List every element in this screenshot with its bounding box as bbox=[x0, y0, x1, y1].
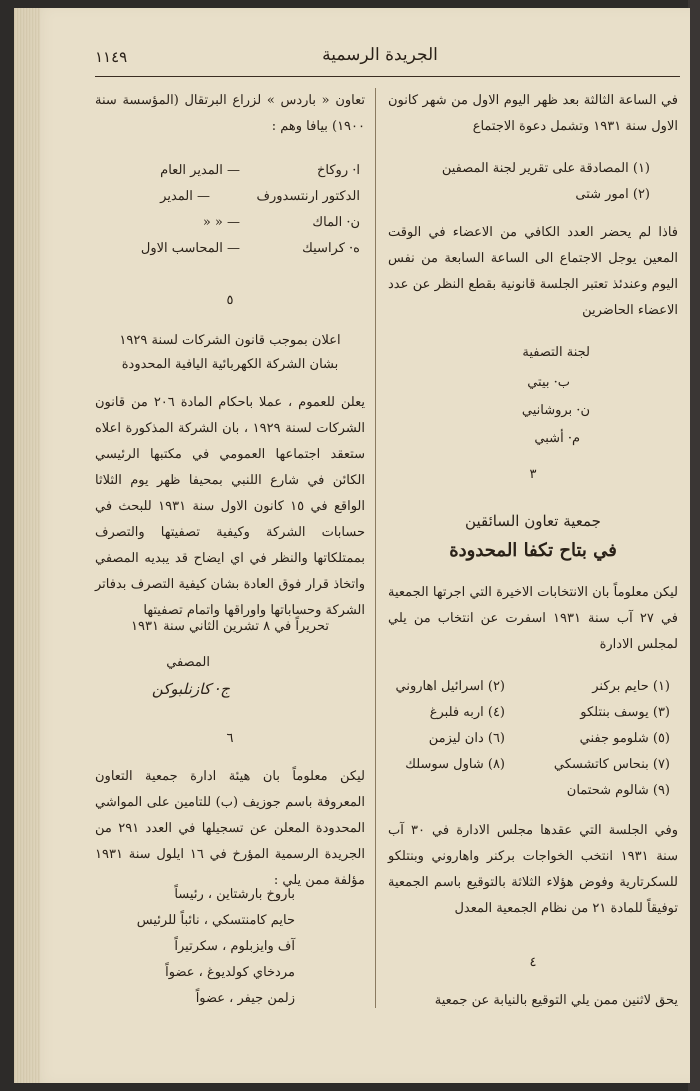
member-4: مردخاي كولديوغ ، عضواً bbox=[165, 965, 295, 980]
liquidator-title: المصفي bbox=[166, 655, 210, 670]
member-5: زلمن جيفر ، عضواً bbox=[195, 991, 295, 1006]
right-intro: في الساعة الثالثة بعد ظهر اليوم الاول من شهر كانون الاول سنة ١٩٣١ وتشمل دعوة الاجتماع bbox=[388, 93, 678, 134]
board-member-5: (٥) شلومو جفني bbox=[579, 731, 670, 746]
officer-role-4: — المحاسب الاول bbox=[140, 241, 240, 256]
officer-role-2: — المدير bbox=[160, 189, 210, 204]
quorum-paragraph: فاذا لم يحضر العدد الكافي من الاعضاء في الوقت المعين يوجل الاجتماع الى الساعة السابعة من نفس اليوم وعندئذ تعتبر الجلسة قانونية بقطع النظر عن عدد الاعضاء الحاضرين bbox=[388, 225, 678, 318]
officer-role-3: — « « bbox=[202, 215, 240, 230]
board-session-paragraph: وفي الجلسة التي عقدها مجلس الادارة في ٣٠ آب سنة ١٩٣١ انتخب الخواجات بركنر واهاروني وبنتلكو للسكرتارية وفوض هؤلاء الثلاثة بالتوقيع باسم الجمعية توفيقاً للمادة ٢١ من نظام الجمعية المعدل bbox=[388, 823, 678, 916]
officer-role-1: — المدير العام bbox=[160, 163, 240, 178]
officer-name-4: ه· كراسيك bbox=[302, 241, 360, 256]
committee-member-2: ن· بروشانيي bbox=[521, 403, 590, 418]
member-1: باروخ بارشتاين ، رئيساً bbox=[174, 887, 295, 902]
section-4-text: يحق لاثنين ممن يلي التوقيع بالنيابة عن جمعية bbox=[434, 993, 678, 1008]
board-member-6: (٦) دان ليزمن bbox=[428, 731, 505, 746]
board-member-1: (١) حايم بركنر bbox=[592, 679, 670, 694]
section-5-body: يعلن للعموم ، عملا باحكام المادة ٢٠٦ من قانون الشركات لسنة ١٩٢٩ ، بان الشركة المذكورة اعلاه ستعقد اجتماعها العمومي في مكتبها الرئيسي الكائن في شارع اللنبي بمحيفا ظهر يوم الثلاثا الواقع في ١٥ كانون الاول سنة ١٩٣١ للبحث في حسابات الشركة وكيفية تصفيتها والتصرف بممتلكاتها والنظر في اي ايضاح قد يبديه المصفي واتخاذ قرار فوق العادة بشان كيفية التصرف بدفاتر الشركة وحساباتها واوراقها واتمام تصفيتها bbox=[95, 395, 365, 618]
section-3-title: جمعية تعاون السائقين bbox=[465, 512, 601, 530]
agenda-item-2: (٢) امور شتى bbox=[575, 187, 650, 202]
board-member-4: (٤) اربه فلبرغ bbox=[429, 705, 505, 720]
agenda-item-1: (١) المصادقة على تقرير لجنة المصفين bbox=[441, 161, 650, 176]
officer-name-3: ن· الماك bbox=[312, 215, 360, 230]
section-5-date: تحريراً في ٨ تشرين الثاني سنة ١٩٣١ bbox=[131, 619, 329, 634]
officer-name-2: الدكتور ارنتسدورف bbox=[256, 189, 360, 204]
board-member-7: (٧) بنحاس كاتشسكي bbox=[553, 757, 670, 772]
committee-title: لجنة التصفية bbox=[522, 345, 590, 360]
section-3-number: ٣ bbox=[529, 467, 537, 482]
member-3: آف وايزبلوم ، سكرتيراً bbox=[174, 939, 295, 954]
board-member-8: (٨) شاول سوسلك bbox=[405, 757, 505, 772]
board-member-2: (٢) اسرائيل اهاروني bbox=[395, 679, 505, 694]
member-2: حايم كامنتسكي ، نائباً للرئيس bbox=[136, 913, 295, 928]
liquidator-signature: ج· كازنلبوكن bbox=[151, 680, 230, 698]
page-stack-edges bbox=[14, 8, 40, 1083]
board-member-3: (٣) يوسف بنتلكو bbox=[580, 705, 670, 720]
section-5-subtitle: بشان الشركة الكهربائية اليافية المحدودة bbox=[121, 357, 339, 372]
section-3-subtitle: في بتاح تكفا المحدودة bbox=[449, 540, 617, 561]
committee-member-1: ب· بيتي bbox=[527, 375, 570, 390]
column-separator bbox=[375, 88, 376, 1008]
board-member-9: (٩) شالوم شحتمان bbox=[566, 783, 670, 798]
page-number: ١١٤٩ bbox=[95, 48, 128, 66]
section-5-number: ٥ bbox=[226, 293, 234, 308]
officer-name-1: ا· روكاخ bbox=[317, 163, 360, 178]
section-6-number: ٦ bbox=[226, 731, 234, 746]
section-5-title: اعلان بموجب قانون الشركات لسنة ١٩٢٩ bbox=[119, 333, 341, 348]
section-4-number: ٤ bbox=[529, 955, 537, 970]
left-intro: تعاون « باردس » لزراع البرتقال (المؤسسة سنة ١٩٠٠) بيافا وهم : bbox=[95, 93, 365, 134]
section-6-body: ليكن معلوماً بان هيئة ادارة جمعية التعاون المعروفة باسم جوزيف (ب) للتامين على المواشي المحدودة المعلن عن تسجيلها في العدد ٢٩١ من الجريدة الرسمية المؤرخ في ١٦ ايلول سنة ١٩٣١ مؤلفة ممن يلي : bbox=[95, 769, 365, 888]
committee-member-3: م· أشبي bbox=[534, 431, 580, 446]
header-rule bbox=[95, 76, 680, 77]
section-3-intro: ليكن معلوماً بان الانتخابات الاخيرة التي اجرتها الجمعية في ٢٧ آب سنة ١٩٣١ اسفرت عن انتخاب من يلي لمجلس الادارة bbox=[388, 585, 678, 652]
gazette-title: الجريدة الرسمية bbox=[322, 45, 438, 65]
